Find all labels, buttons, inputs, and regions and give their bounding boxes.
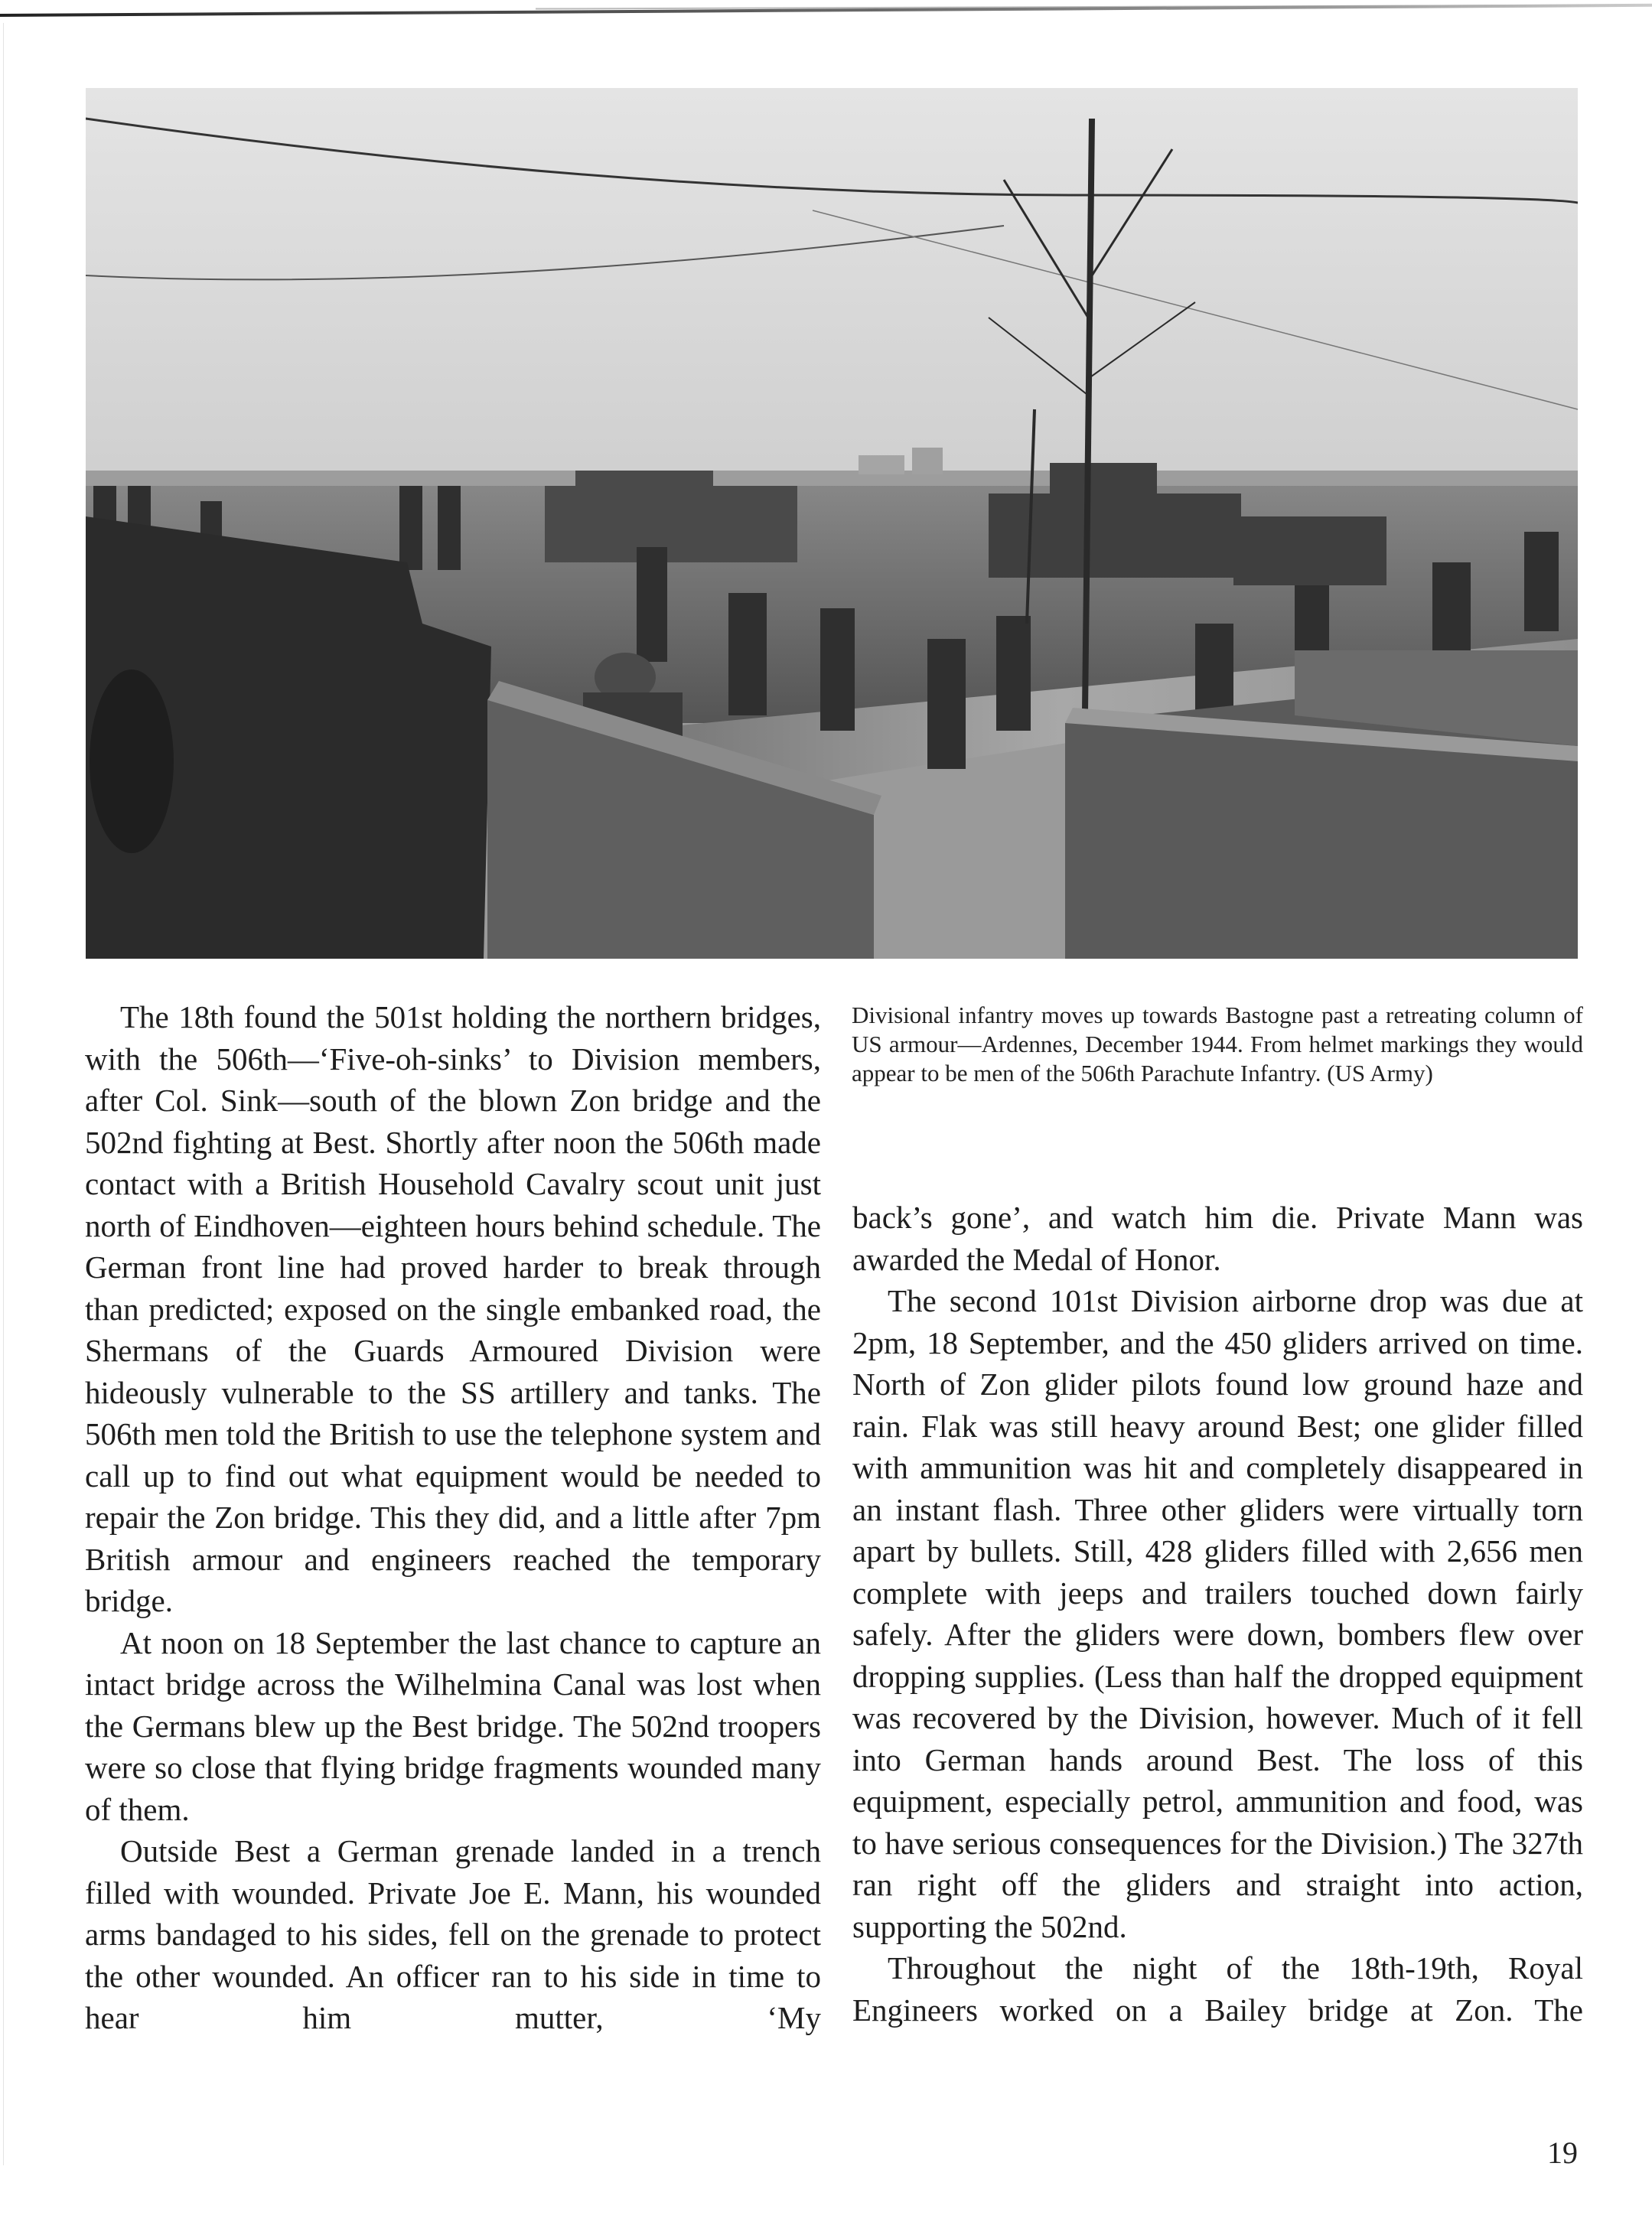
photograph <box>86 88 1578 959</box>
paragraph: Throughout the night of the 18th-19th, Royal Engineers worked on a Bailey bridge at Zon. The <box>852 1950 1583 2028</box>
paragraph: Outside Best a German grenade landed in a trench filled with wounded. Private Joe E. Mann, his wounded arms bandaged to his sides, fell on the grenade to protect the other wounded. An officer ran to his side in time to hear him mutter, ‘My <box>85 1833 821 2035</box>
paragraph: The 18th found the 501st holding the northern bridges, with the 506th—‘Five-oh-sinks’ to Division members, after Col. Sink—south of the blown Zon bridge and the 502nd fighting at Best. Shortly after noon the 506th made contact with a British Household Cavalry scout unit just north of Eindhoven—eighteen hours behind schedule. The German front line had proved harder to break through than predicted; exposed on the single embanked road, the Shermans of the Guards Armoured Division were hideously vulnerable to the SS artillery and tanks. The 506th men told the British to use the telephone system and call up to find out what equipment would be needed to repair the Zon bridge. This they did, and a little after 7pm British armour and engineers reached the temporary bridge. <box>85 999 821 1618</box>
page-number: 19 <box>1547 2135 1578 2170</box>
body-text-left-column <box>85 996 821 2039</box>
photo-caption <box>852 1001 1583 1088</box>
caption-text: Divisional infantry moves up towards Bastogne past a retreating column of US armour—Ardennes, December 1944. From helmet markings they would appear to be men of the 506th Parachute Infantry. (US Army) <box>852 1002 1583 1086</box>
page-top-edge <box>0 4 1652 17</box>
horizon-buildings <box>86 471 1578 486</box>
paragraph: The second 101st Division airborne drop was due at 2pm, 18 September, and the 450 gliders arrived on time. North of Zon glider pilots found low ground haze and rain. Flak was still heavy around Best; one glider filled with ammunition was hit and completely disappeared in an instant flash. Three other gliders were virtually torn apart by bullets. Still, 428 gliders filled with 2,656 men complete with jeeps and trailers touched down fairly safely. After the gliders were down, bombers flew over dropping supplies. (Less than half the dropped equipment was recovered by the Division, however. Much of it fell into German hands around Best. The loss of this equipment, especially petrol, ammunition and food, was to have serious consequences for the Division.) The 327th ran right off the gliders and straight into action, supporting the 502nd. <box>852 1283 1583 1944</box>
paragraph: back’s gone’, and watch him die. Private Mann was awarded the Medal of Honor. <box>852 1200 1583 1277</box>
page-left-edge <box>3 23 4 2165</box>
body-text-right-column <box>852 1197 1583 2031</box>
paragraph: At noon on 18 September the last chance to capture an intact bridge across the Wilhelmina Canal was lost when the Germans blew up the Best bridge. The 502nd troopers were so close that flying bridge fragments wounded many of them. <box>85 1624 821 1827</box>
photo-illustration <box>86 88 1578 959</box>
